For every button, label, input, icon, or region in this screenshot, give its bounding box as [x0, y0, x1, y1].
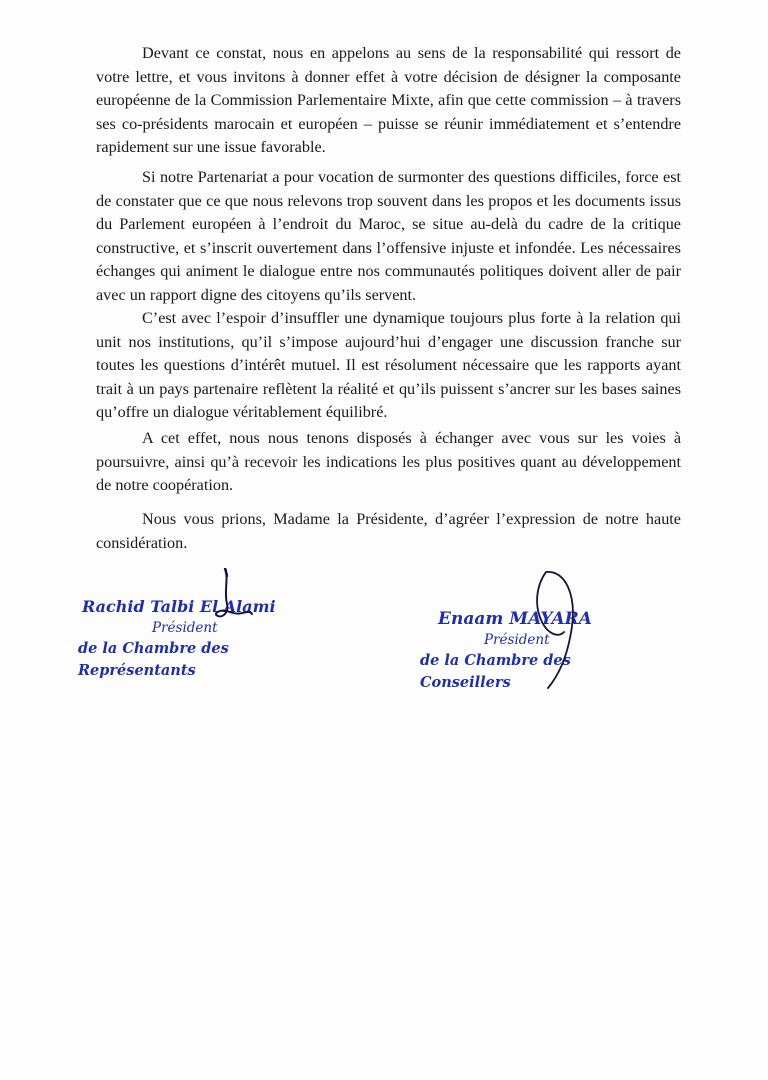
signatory-role-right: Président [484, 632, 550, 648]
letter-paragraph-1: Devant ce constat, nous en appelons au sens de la responsabilité qui ressort de votre lettre, et vous invitons à donner effet à votre décision de désigner la composante européenne de la Commission Parlementaire Mixte, afin que cette commission – à travers ses co-présidents marocain et européen – puisse se réunir immédiatement et s’entendre rapidement sur une issue favorable. [96, 44, 681, 157]
signature-block-left [78, 596, 322, 682]
signatory-chamber-right: de la Chambre des Conseillers [420, 652, 571, 691]
letter-paragraph-2: Si notre Partenariat a pour vocation de surmonter des questions difficiles, force est de constater que ce que nous relevons trop souvent dans les propos et les documents issus du Parlement européen à l’endroit du Maroc, se situe au-delà du cadre de la critique constructive, et s’inscrit ouvertement dans l’offensive injuste et infondée. Les nécessaires échanges qui animent le dialogue entre nos communautés politiques doivent aller de pair avec un rapport digne des citoyens qu’ils servent. [96, 168, 681, 304]
signature-block-right [420, 608, 660, 694]
signatory-name-right: Enaam MAYARA [438, 609, 592, 629]
closing-paragraph: Nous vous prions, Madame la Présidente, d’agréer l’expression de notre haute considération. [96, 510, 681, 552]
letter-paragraph-3: C’est avec l’espoir d’insuffler une dynamique toujours plus forte à la relation qui unit nos institutions, qu’il s’impose aujourd’hui d’engager une discussion franche sur toutes les questions d’intérêt mutuel. Il est résolument nécessaire que les rapports ayant trait à un pays partenaire reflètent la réalité et qu’ils puissent s’ancrer sur les bases saines qu’offre un dialogue véritablement équilibré. [96, 309, 681, 422]
signatory-chamber-left: de la Chambre des Représentants [78, 640, 229, 679]
signatory-name-left: Rachid Talbi El Alami [82, 597, 276, 616]
letter-paragraph-4: A cet effet, nous nous tenons disposés à échanger avec vous sur les voies à poursuivre, ainsi qu’à recevoir les indications les plus positives quant au développement de notre coopération. [96, 429, 681, 495]
signatory-role-left: Président [152, 620, 218, 636]
